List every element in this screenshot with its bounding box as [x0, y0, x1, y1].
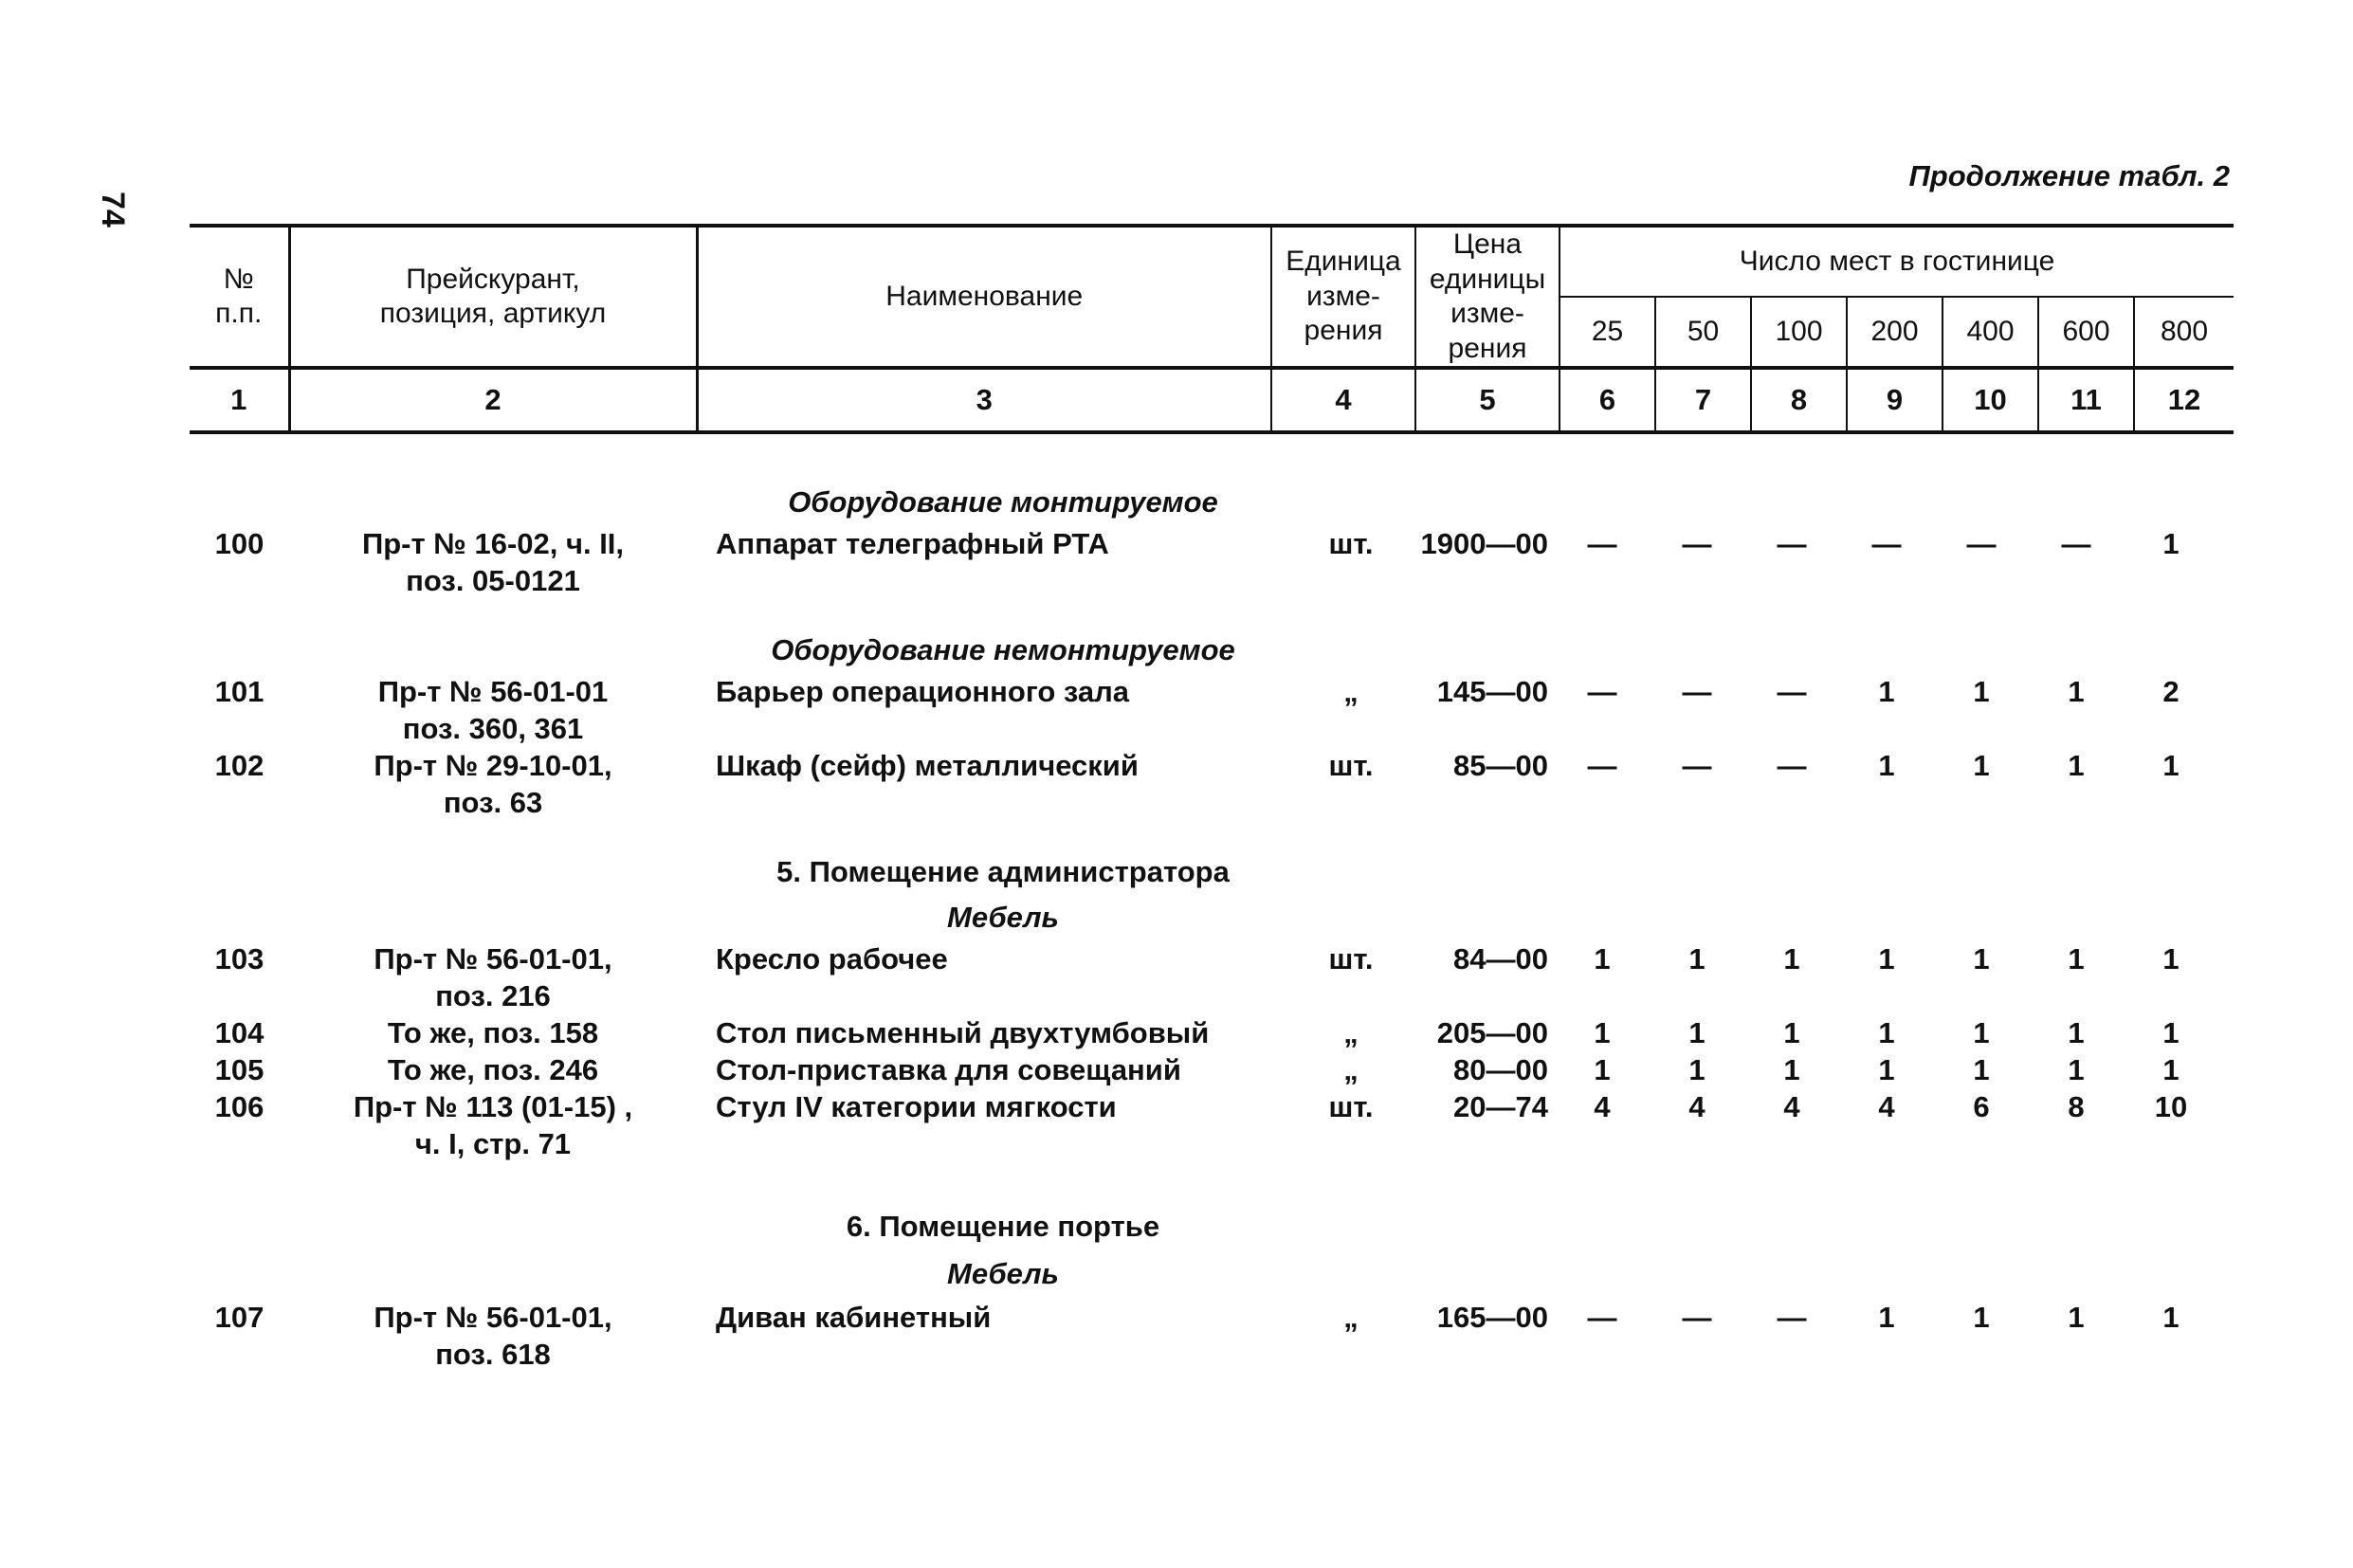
section-heading: Оборудование немонтируемое [771, 633, 1235, 666]
header-places-600: 600 [2038, 297, 2134, 368]
header-places-100: 100 [1751, 297, 1847, 368]
header-price-list: Прейскурант, позиция, артикул [289, 226, 697, 368]
col-number-6: 6 [1560, 368, 1655, 432]
header-places-25: 25 [1560, 297, 1655, 368]
table-row: 103 Пр-т № 56-01-01, Кресло рабочее шт. 84—00 1 1 1 1 1 1 1 [214, 942, 2180, 975]
table-row-continuation: поз. 618 [435, 1338, 551, 1371]
col-number-4: 4 [1271, 368, 1415, 432]
col-number-5: 5 [1415, 368, 1560, 432]
table-continuation-caption: Продолжение табл. 2 [1908, 159, 2230, 192]
col-number-12: 12 [2134, 368, 2234, 432]
section-subheading: Мебель [947, 1257, 1059, 1290]
table-row: 104 То же, поз. 158 Стол письменный двухтумбовый „ 205—00 1 1 1 1 1 1 1 [214, 1016, 2180, 1049]
table-row: 100 Пр-т № 16-02, ч. II, Аппарат телеграфный РТА шт. 1900—00 — — — — — — 1 [214, 527, 2180, 560]
header-places: Число мест в гостинице [1560, 226, 2234, 297]
page-number: 74 [95, 191, 131, 228]
table-row-continuation: поз. 216 [435, 979, 551, 1012]
section-subheading: Мебель [947, 901, 1059, 934]
table-row: 102 Пр-т № 29-10-01, Шкаф (сейф) металлический шт. 85—00 — — — 1 1 1 1 [214, 749, 2180, 782]
section-heading: 6. Помещение портье [846, 1210, 1160, 1243]
table-body [190, 474, 2234, 1373]
header-places-400: 400 [1943, 297, 2038, 368]
header-name: Наименование [697, 226, 1271, 368]
table-row: 101 Пр-т № 56-01-01 Барьер операционного зала „ 145—00 — — — 1 1 1 2 [214, 675, 2180, 708]
table-row: 107 Пр-т № 56-01-01, Диван кабинетный „ 165—00 — — — 1 1 1 1 [214, 1301, 2180, 1334]
table-row: 105 То же, поз. 246 Стол-приставка для совещаний „ 80—00 1 1 1 1 1 1 1 [214, 1053, 2180, 1086]
col-number-1: 1 [190, 368, 289, 432]
header-price: Цена единицы изме-рения [1415, 226, 1560, 368]
col-number-11: 11 [2038, 368, 2134, 432]
header-places-50: 50 [1655, 297, 1751, 368]
table-row: 106 Пр-т № 113 (01-15) , Стул IV категории мягкости шт. 20—74 4 4 4 4 6 8 10 [214, 1090, 2188, 1123]
table-row-continuation: поз. 05-0121 [406, 564, 580, 597]
header-places-200: 200 [1847, 297, 1943, 368]
table-row-continuation: ч. I, стр. 71 [414, 1127, 572, 1160]
col-number-10: 10 [1943, 368, 2038, 432]
table-row-continuation: поз. 63 [443, 786, 543, 819]
col-number-2: 2 [289, 368, 697, 432]
col-number-8: 8 [1751, 368, 1847, 432]
section-heading: Оборудование монтируемое [788, 485, 1218, 519]
table-row-continuation: поз. 360, 361 [402, 712, 584, 745]
col-number-9: 9 [1847, 368, 1943, 432]
col-number-7: 7 [1655, 368, 1751, 432]
table-header [190, 224, 2234, 434]
header-places-800: 800 [2134, 297, 2234, 368]
section-heading: 5. Помещение администратора [776, 855, 1230, 888]
header-unit: Единица изме-рения [1271, 226, 1415, 368]
col-number-3: 3 [697, 368, 1271, 432]
header-no: № п.п. [190, 226, 289, 368]
